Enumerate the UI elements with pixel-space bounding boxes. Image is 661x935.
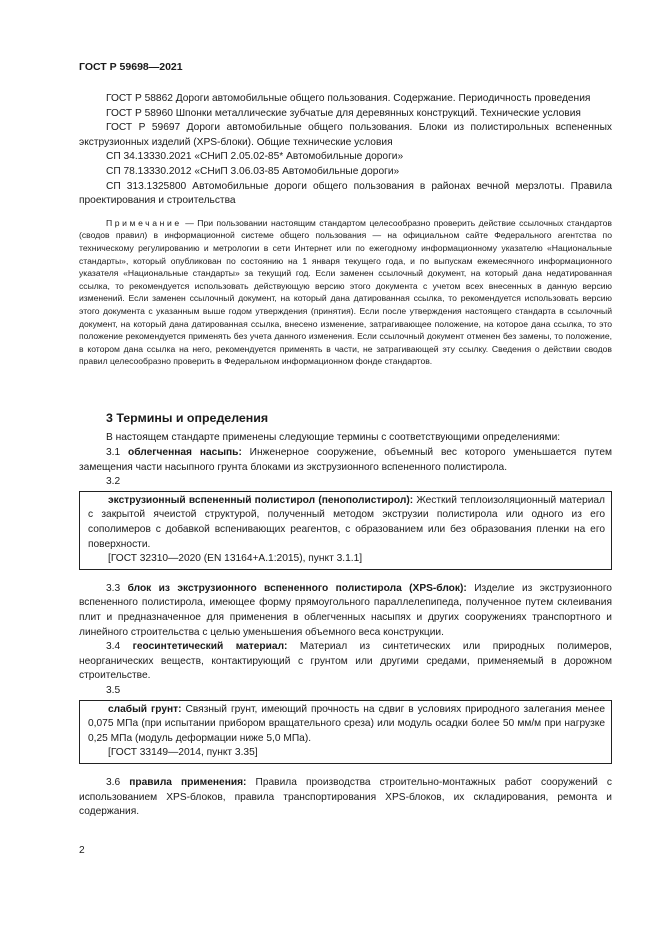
- section-intro: В настоящем стандарте применены следующие термины с соответствующими определениями:: [106, 432, 561, 444]
- term-3-2: [88, 494, 605, 552]
- term-3-5-frame: [79, 700, 612, 764]
- section-title: 3 Термины и определения: [106, 410, 269, 425]
- reference-item: ГОСТ Р 59697 Дороги автомобильные общего пользования. Блоки из полистирольных вспененных экструзионных изделий (XPS-блоки). Общие технические условия: [79, 122, 612, 148]
- page-number: 2: [79, 845, 85, 856]
- term-number: 3.3: [106, 582, 128, 594]
- reference-item: СП 78.13330.2012 «СНиП 3.06.03-85 Автомобильные дороги»: [106, 165, 400, 177]
- reference-item: СП 313.1325800 Автомобильные дороги общего пользования в районах вечной мерзлоты. Правила проектирования и строительства: [79, 180, 612, 207]
- term-definition: Материал из синтетических или природных полимеров, неорганических веществ, контактирующий с грунтом или другими средами, применяемый в дорожном строительстве.: [79, 641, 612, 682]
- term-definition: Правила производства строительно-монтажных работ сооружений с использованием XPS-блоков, правила транспортирования XPS-блоков, их складирования, ремонта и содержания.: [79, 776, 613, 818]
- note-paragraph: [79, 217, 612, 368]
- term-definition: Инженерное сооружение, объемный вес которого уменьшается путем замещения части насыпного грунта блоками из экструзионного вспененного полистирола.: [79, 447, 612, 473]
- term-source: [ГОСТ 33149—2014, пункт 3.35]: [108, 747, 258, 759]
- page-body: [79, 92, 612, 820]
- term-name: правила применения:: [129, 776, 247, 788]
- term-3-3: [79, 582, 612, 640]
- term-name: блок из экструзионного вспененного полистирола (XPS-блок):: [127, 582, 467, 594]
- term-definition: Жесткий теплоизоляционный материал с закрытой ячеистой структурой, полученный методом экструзии полистирола или одного из его сополимеров с добавкой вспенивающих реагентов, с образованием или без образования пленки на его поверхности.: [88, 494, 605, 550]
- term-3-4: [79, 640, 612, 684]
- term-number: 3.6: [106, 776, 130, 788]
- term-number: 3.1: [106, 447, 128, 459]
- term-number: 3.5: [106, 684, 121, 696]
- note-text: — При пользовании настоящим стандартом целесообразно проверить действие ссылочных стандартов (сводов правил) в информационной системе общего пользования — на официальном сайте Федерального агентства по техническому регулированию и метрологии в сети Интернет или по ежегодному информационному указателю «Национальные стандарты», который опубликован по состоянию на 1 января текущего года, и по выпускам ежемесячного информационного указателя «Национальные стандарты» за текущий год. Если заменен ссылочный документ, на который дана недатированная ссылка, то рекомендуется использовать действующую версию этого документа с учетом всех внесенных в данную версию изменений. Если заменен ссылочный документ, на который дана датированная ссылка, то рекомендуется использовать версию этого документа с указанным выше годом утверждения (принятия). Если после утверждения настоящего стандарта в ссылочный документ, на который дана датированная ссылка, внесено изменение, затрагивающее положение, на которое дана ссылка, то это положение рекомендуется применять без учета данного изменения. Если ссылочный документ отменен без замены, то положение, в котором дана ссылка на него, рекомендуется применять в части, не затрагивающей эту ссылку. Сведения о действии сводов правил целесообразно проверить в Федеральном информационном фонде стандартов.: [79, 217, 612, 367]
- reference-item: СП 34.13330.2021 «СНиП 2.05.02-85* Автомобильные дороги»: [106, 151, 404, 163]
- term-3-1: [79, 446, 612, 475]
- term-number: 3.4: [106, 641, 133, 653]
- term-number: 3.2: [106, 476, 121, 488]
- term-name: экструзионный вспененный полистирол (пенополистирол):: [108, 494, 414, 506]
- term-3-6: [79, 776, 612, 820]
- term-definition: Связный грунт, имеющий прочность на сдвиг в условиях природного залегания менее 0,075 МПа (при испытании прибором вращательного среза) или модуль осадки более 50 мм/м при нагрузке 0,25 МПа (модуль деформации ниже 5,0 МПа).: [88, 703, 606, 744]
- term-name: геосинтетический материал:: [132, 641, 288, 653]
- term-name: облегченная насыпь:: [128, 447, 242, 459]
- term-3-5: [88, 703, 605, 747]
- term-definition: Изделие из экструзионного вспененного полистирола, имеющее форму прямоугольного параллелепипеда, полученное путем склеивания плит и предназначенное для применения в облегченных насыпях и других сооружениях транспортного и линейного строительства с целью уменьшения объемного веса конструкции.: [79, 582, 612, 638]
- term-name: слабый грунт:: [108, 703, 182, 715]
- term-source: [ГОСТ 32310—2020 (EN 13164+A.1:2015), пункт 3.1.1]: [108, 553, 363, 565]
- reference-item: ГОСТ Р 58960 Шпонки металлические зубчатые для деревянных конструкций. Технические условия: [106, 107, 581, 119]
- term-3-2-frame: [79, 491, 612, 570]
- document-header: ГОСТ Р 59698—2021: [79, 61, 183, 73]
- note-label: Примечание: [106, 217, 182, 228]
- reference-item: ГОСТ Р 58862 Дороги автомобильные общего пользования. Содержание. Периодичность проведения: [106, 93, 591, 104]
